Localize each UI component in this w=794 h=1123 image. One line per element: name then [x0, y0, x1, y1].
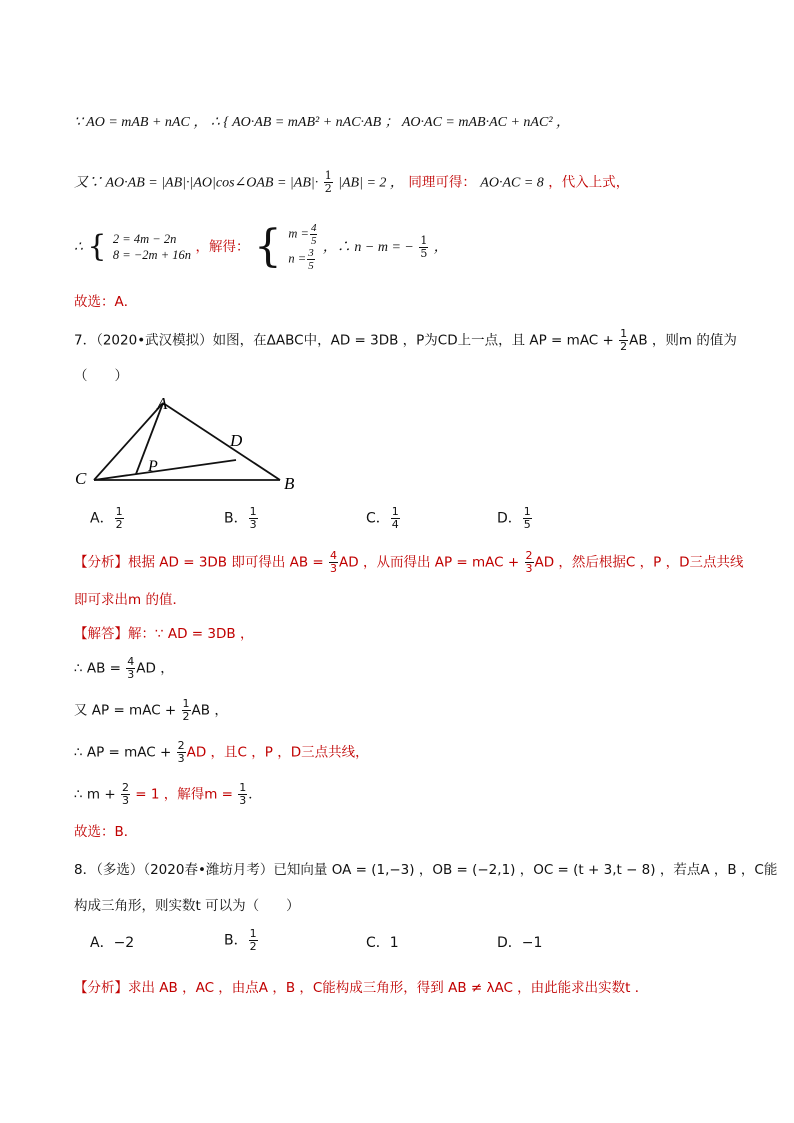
question-7-stem-end: AB ，则m 的值为 — [629, 332, 737, 349]
segment-cd — [94, 460, 236, 480]
analysis-7-line-1: 【分析】根据 AD = 3DB 即可得出 AB = $\frac{4}{3}$ AD ，从而得出 AP = mAC + $\frac{2}{3}$ AD ，然后根据C ，P ，D三点共线 — [74, 549, 744, 575]
label-d: D — [230, 431, 243, 450]
option-8d[interactable]: D．−1 — [497, 935, 543, 951]
solution-7-line-3: 又 AP = mAC + $\frac{1}{2}$ AB ， — [74, 697, 228, 723]
question-8-line-2: 构成三角形，则实数t 可以为（ ） — [74, 898, 300, 914]
solution-tag: 【解答】 — [74, 626, 128, 642]
analysis-tag: 【分析】 — [74, 554, 128, 571]
option-b[interactable]: B． $\frac{1}{3}$ — [224, 505, 257, 531]
question-7-paren: （ ） — [74, 368, 128, 384]
vector-equation: ∵ AO = mAB + nAC ， ∴ { AO·AB = mAB² + nAC·AB ； AO·AC = mAB·AC + nAC² ， — [74, 115, 571, 130]
fraction-half: $\frac{1}{2}$ — [324, 169, 332, 195]
solution-7-line-5: ∴ m + $\frac{2}{3}$ = 1 ，解得m = $\frac{1}{3}$ ． — [74, 781, 262, 807]
answer-line-2: 故选：B． — [74, 824, 138, 840]
equation-1: 2 = 4m − 2n — [112, 232, 177, 246]
equation-system — [113, 231, 191, 263]
solution-system: m = $\frac{4}{5}$ n = $\frac{3}{5}$ — [288, 222, 317, 272]
difference-expression: ，∴ n − m = − — [322, 240, 414, 255]
analysis-7-line-2: 即可求出m 的值． — [74, 592, 186, 608]
label-b: B — [284, 474, 295, 492]
question-8-line-1: 8．（多选）（2020春•潍坊月考）已知向量 OA = (1,−3) ，OB = (−2,1) ，OC = (t + 3,t − 8) ，若点A ，B ，C能 — [74, 862, 778, 878]
solution-line-1 — [74, 112, 734, 133]
option-8b[interactable]: B． $\frac{1}{2}$ — [224, 927, 257, 953]
fraction-one-fifth: $\frac{1}{5}$ — [420, 233, 428, 260]
solution-7-line-4: ∴ AP = mAC + $\frac{2}{3}$ AD ，且C ，P ，D三点共线， — [74, 739, 369, 765]
option-a[interactable]: A． $\frac{1}{2}$ — [90, 505, 123, 531]
option-8a[interactable]: A．−2 — [90, 935, 135, 951]
substitute-text: ，代入上式， — [548, 174, 630, 191]
n-equals: n = — [288, 251, 307, 266]
question-7-stem: 7．（2020•武汉模拟）如图，在ΔABC中，AD = 3DB ，P为CD上一点，且 AP = mAC + — [74, 332, 619, 349]
fraction-half: $\frac{1}{2}$ — [620, 327, 628, 353]
label-p: P — [148, 458, 158, 475]
comma: ， — [433, 240, 448, 255]
dot-product-ac: AO·AC = 8 — [480, 175, 544, 191]
dot-product-result: |AB| = 2 ， — [338, 175, 404, 191]
label-a: A — [157, 394, 168, 413]
solution-7-line-1: 【解答】解：∵ AD = 3DB ， — [74, 626, 254, 642]
question-7-text — [74, 327, 737, 353]
triangle-figure — [70, 392, 310, 492]
therefore-symbol: ∴ — [74, 240, 83, 255]
m-equals: m = — [288, 226, 309, 241]
solution-7-line-2: ∴ AB = $\frac{4}{3}$ AD ， — [74, 655, 174, 681]
equation-2: 8 = −2m + 16n — [112, 248, 192, 262]
analysis-8-line: 【分析】求出 AB ，AC ，由点A ，B ，C能构成三角形，得到 AB ≠ λAC ，由此能求出实数t ． — [74, 980, 649, 996]
solution-line-2 — [74, 170, 734, 195]
option-8c[interactable]: C．1 — [366, 935, 399, 951]
label-c: C — [75, 469, 87, 488]
solution-line-3 — [74, 222, 734, 282]
option-d[interactable]: D． $\frac{1}{5}$ — [497, 505, 531, 531]
answer-line-1: 故选：A． — [74, 294, 138, 310]
option-c[interactable]: C． $\frac{1}{4}$ — [366, 505, 399, 531]
left-brace-icon: { — [87, 229, 107, 264]
dot-product-expression: 又∵ AO·AB = |AB|·|AO|cos∠OAB = |AB|· — [74, 175, 319, 191]
solve-text: ，解得： — [195, 239, 250, 255]
left-brace-icon: { — [253, 221, 282, 272]
similarly-text: 同理可得： — [408, 174, 476, 191]
